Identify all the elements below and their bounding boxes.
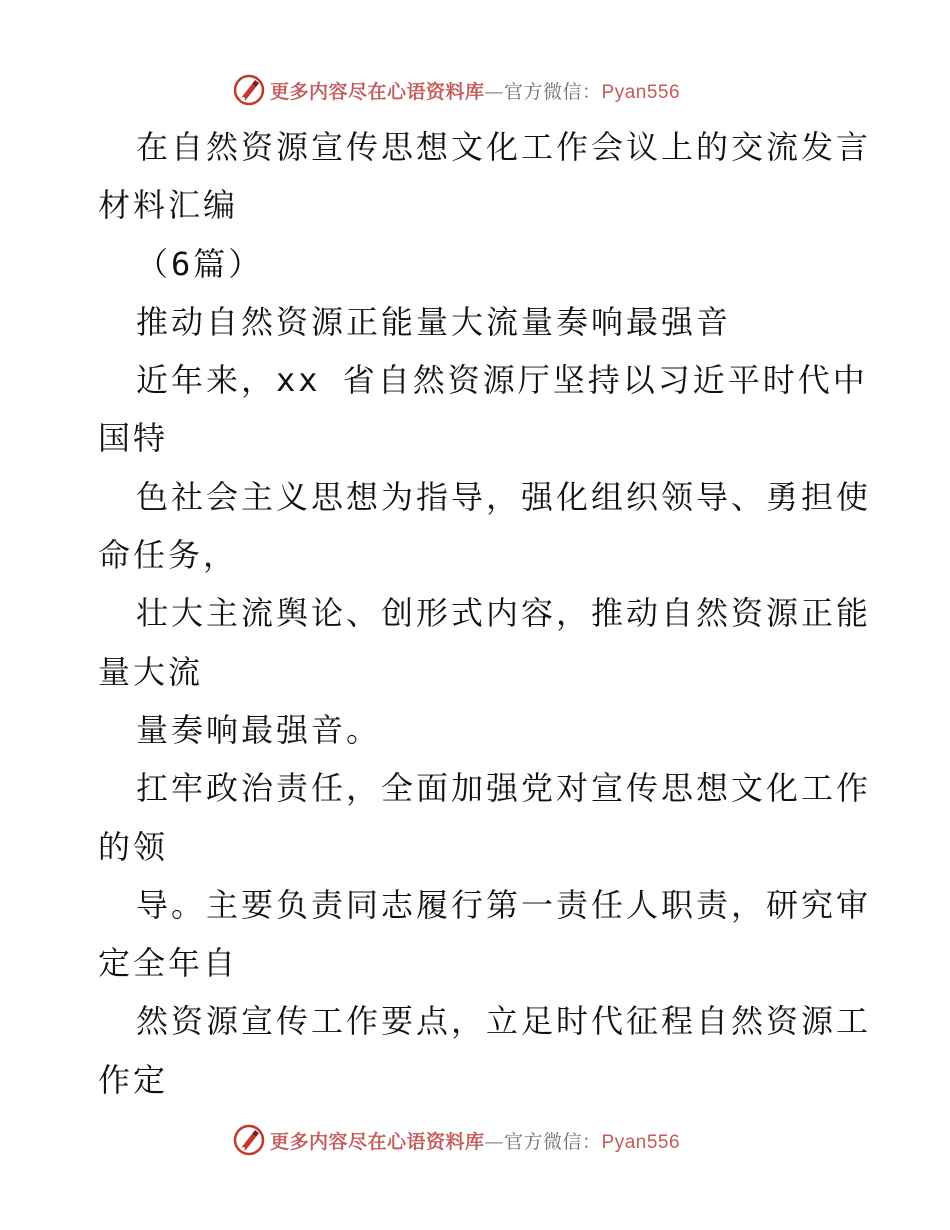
- banner-main: 更多内容尽在心语资料库: [270, 80, 485, 103]
- paragraph-line: 扛牢政治责任，全面加强党对宣传思想文化工作: [136, 769, 872, 808]
- paragraph-line: 导。主要负责同志履行第一责任人职责，研究审: [136, 885, 872, 924]
- banner-dash: —: [484, 80, 505, 103]
- section-heading: 推动自然资源正能量大流量奏响最强音: [136, 302, 732, 341]
- paragraph-line: 国特: [98, 419, 169, 458]
- banner-wechat-id: Pyan556: [601, 1131, 681, 1153]
- banner-text: [270, 77, 680, 104]
- paragraph-line: 壮大主流舆论、创形式内容，推动自然资源正能: [136, 594, 872, 633]
- header-banner: [232, 72, 680, 108]
- title-line-1: 在自然资源宣传思想文化工作会议上的交流发言: [136, 128, 872, 166]
- banner-text: [270, 1127, 680, 1154]
- banner-dash: —: [484, 1130, 505, 1153]
- article-count: （6篇）: [136, 244, 264, 283]
- paragraph-line: 的领: [98, 827, 169, 866]
- banner-wechat-id: Pyan556: [601, 81, 681, 103]
- banner-main: 更多内容尽在心语资料库: [270, 1130, 485, 1153]
- pen-logo-icon: [232, 73, 266, 107]
- title-line-2: 材料汇编: [98, 186, 239, 225]
- paragraph-line: 然资源宣传工作要点，立足时代征程自然资源工: [136, 1002, 872, 1041]
- paragraph-line: 定全年自: [98, 944, 239, 983]
- paragraph-line: 近年来，xx 省自然资源厅坚持以习近平时代中: [136, 361, 868, 400]
- paragraph-line: 色社会主义思想为指导，强化组织领导、勇担使: [136, 477, 872, 516]
- document-body: [98, 118, 872, 1109]
- paragraph-line: 量奏响最强音。: [136, 710, 382, 749]
- paragraph-line: 命任务，: [98, 536, 239, 575]
- banner-wechat-label: 官方微信：: [504, 1130, 602, 1153]
- banner-wechat-label: 官方微信：: [504, 80, 602, 103]
- paragraph-line: 量大流: [98, 652, 204, 691]
- footer-banner: [232, 1122, 680, 1158]
- pen-logo-icon: [232, 1123, 266, 1157]
- paragraph-line: 作定: [98, 1060, 169, 1099]
